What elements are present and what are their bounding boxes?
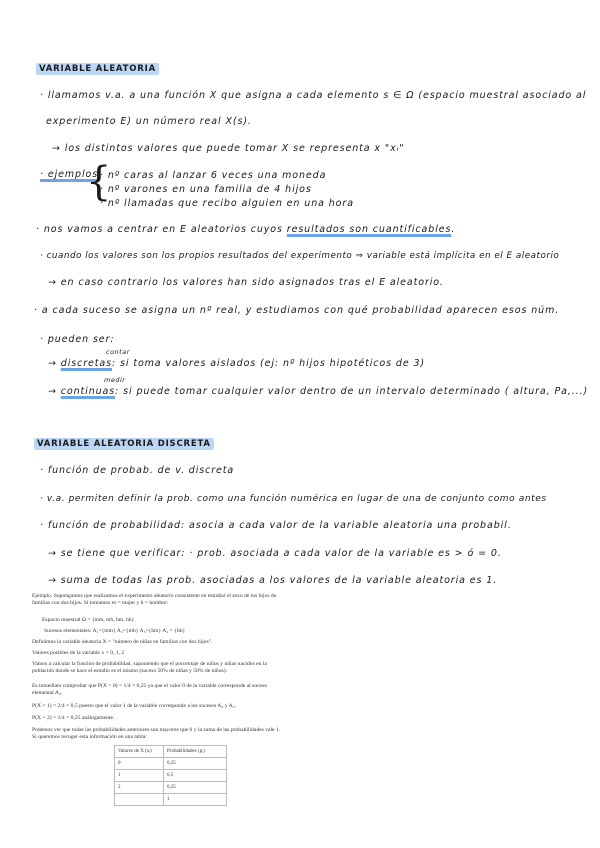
implicit-variable-line: · cuando los valores son los propios resultados del experimento ⇒ variable está implícita en el E aleatorio — [40, 251, 560, 261]
table-cell: 2 — [115, 782, 164, 794]
assigned-values-line: → en caso contrario los valores han sido asignados tras el E aleatorio. — [48, 277, 444, 288]
can-be-line: · pueden ser: — [40, 334, 115, 345]
real-number-line: · a cada suceso se asigna un nº real, y estudiamos con qué probabilidad aparecen esos núm. — [34, 305, 560, 316]
p-x-2: P(X = 2) = 1/4 = 0,25 análogamente. — [32, 715, 115, 721]
table-cell: 0,25 — [164, 782, 227, 794]
variable-definition: Definimos la variable aleatoria X = "número de niñas en familias con dos hijos". — [32, 639, 213, 645]
table-cell — [115, 794, 164, 806]
example-intro: Ejemplo. Supongamos que realizamos el experimento aleatorio consistente en estudiar el sexo de los hijos de familias con dos hijos. Si tomamos m = mujer y h = hombre: — [32, 593, 277, 606]
example-item: · nº varones en una familia de 4 hijos — [100, 184, 312, 195]
definition-line-2: experimento E) un número real X(s). — [46, 116, 252, 127]
table-cell: 0,25 — [164, 758, 227, 770]
discretas-note: contar — [106, 348, 130, 356]
examples-label: · ejemplos — [40, 169, 99, 180]
table-cell: 1 — [164, 794, 227, 806]
sum-line: → suma de todas las prob. asociadas a los valores de la variable aleatoria es 1. — [48, 575, 498, 586]
conclusion: Podemos ver que todas las probabilidades anteriores son mayores que 0 y la suma de las probabilidades vale 1. Si queremos recoger esta información en una tabla: — [32, 727, 281, 740]
definition-line-1: · llamamos v.a. a una función X que asigna a cada elemento s ∈ Ω (espacio muestral asociado al — [40, 90, 587, 101]
p-x-0: Es inmediato comprobar que P(X = 0) = 1/4 = 0,25 ya que el valor 0 de la variable corresponde al suceso elemental A₄. — [32, 683, 268, 696]
discretas-line: → discretas: si toma valores aislados (ej: nº hijos hipotéticos de 3) — [48, 358, 426, 369]
prob-function-line: · función de probab. de v. discreta — [40, 465, 235, 476]
continuas-line: → continuas: si puede tomar cualquier valor dentro de un intervalo determinado ( altura, Pa,...) — [48, 386, 589, 397]
table-header: Valores de X (xᵢ) — [115, 746, 164, 758]
table-row — [115, 782, 227, 794]
table-cell: 0,5 — [164, 770, 227, 782]
prob-function-def-line: · función de probabilidad: asocia a cada valor de la variable aleatoria una probabil. — [40, 520, 512, 531]
table-row — [115, 770, 227, 782]
continuas-note: medir — [104, 376, 126, 384]
table-cell: 1 — [115, 770, 164, 782]
example-item: · nº caras al lanzar 6 veces una moneda — [100, 170, 327, 181]
table-row — [115, 794, 227, 806]
section1-title: VARIABLE ALEATORIA — [36, 63, 159, 74]
probability-table — [114, 745, 227, 806]
sample-space: Espacio muestral Ω = {mm, mh, hm, hh} — [42, 617, 135, 623]
table-cell: 0 — [115, 758, 164, 770]
values-arrow-line: → los distintos valores que puede tomar X se representa x "xᵢ" — [52, 143, 405, 154]
examples-brace: { — [86, 159, 112, 205]
va-define-line: · v.a. permiten definir la prob. como una función numérica en lugar de una de conjunto como antes — [40, 494, 547, 504]
quantifiable-line: · nos vamos a centrar en E aleatorios cuyos resultados son cuantificables. — [36, 224, 456, 235]
section2-title: VARIABLE ALEATORIA DISCRETA — [34, 438, 214, 449]
example-scan — [30, 591, 288, 803]
table-row — [115, 758, 227, 770]
elementary-events: Sucesos elementales: A₁={mm} A₂={mh} A₃={hm} A₄ = {hh} — [44, 628, 186, 634]
possible-values: Valores posibles de la variable x = 0, 1, 2 — [32, 650, 125, 656]
table-header-row — [115, 746, 227, 758]
p-x-1: P(X = 1) = 2/4 = 0,5 puesto que el valor 1 de la variable corresponde a los sucesos A₂ y A₃. — [32, 703, 236, 709]
calc-intro: Vamos a calcular la función de probabilidad, suponiendo que el porcentaje de niños y niñas nacidos en la población donde se hace el estudio es el mismo (suceso 50% de niñas y 50% de niños). — [32, 661, 267, 674]
example-item: · nº llamadas que recibo alguien en una hora — [100, 198, 354, 209]
verify-line: → se tiene que verificar: · prob. asociada a cada valor de la variable es > ó = 0. — [48, 548, 502, 559]
table-header: Probabilidades (pᵢ) — [164, 746, 227, 758]
